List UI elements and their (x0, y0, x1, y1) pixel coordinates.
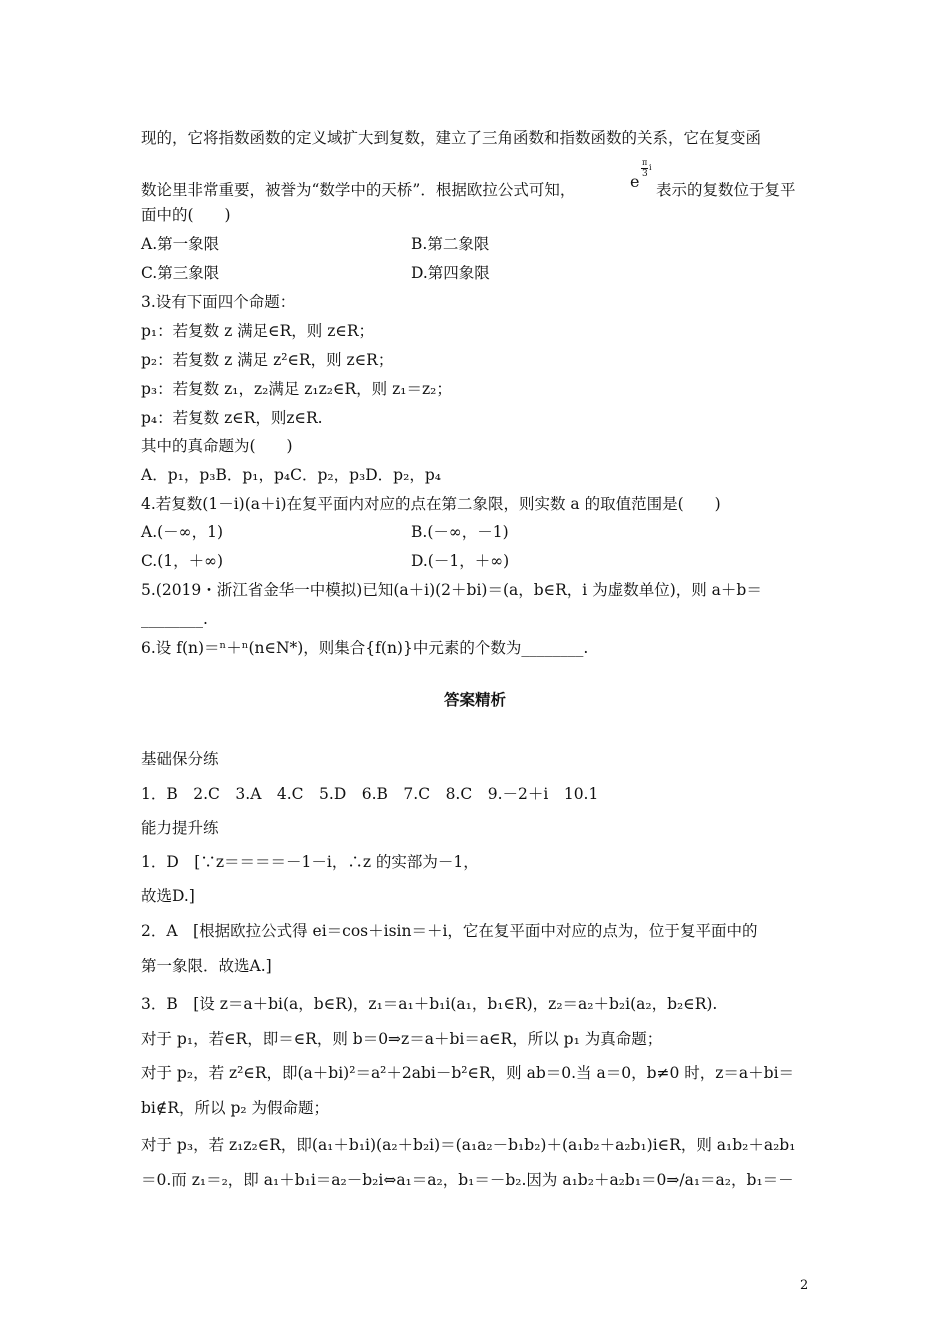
text-line: 表示的复数位于复平 (656, 181, 796, 199)
answer-line: 故选D.] (141, 887, 195, 905)
answer-line: 1．D [∵z＝＝＝＝－1－i，∴z 的实部为－1， (141, 853, 479, 871)
formula-base: e (630, 172, 640, 191)
answer-line: 对于 p₂，若 z²∈R，即(a＋bi)²＝a²＋2abi－b²∈R，则 ab＝0.当 a＝0，b≠0 时，z＝a＋bi＝ (141, 1064, 795, 1082)
answer-line: 第一象限．故选A.] (141, 957, 272, 975)
text-line: 其中的真命题为( ) (141, 437, 293, 455)
text-line: 面中的( ) (141, 206, 231, 224)
formula-numerator: π (642, 158, 648, 167)
answer-line: ＝0.而 z₁＝₂，即 a₁＋b₁i＝a₂－b₂i⇔a₁＝a₂，b₁＝－b₂.因为 a₁b₂＋a₂b₁＝0⇒/a₁＝a₂，b₁＝－ (141, 1171, 794, 1189)
formula-denominator: 3 (642, 169, 648, 179)
text-line: ________. (141, 610, 208, 628)
answer-line: 2．A [根据欧拉公式得 ei＝cos＋isin＝＋i，它在复平面中对应的点为，位于复平面中的 (141, 922, 758, 940)
proposition-p2: p₂：若复数 z 满足 z²∈R，则 z∈R； (141, 351, 394, 369)
answer-line: 对于 p₃，若 z₁z₂∈R，即(a₁＋b₁i)(a₂＋b₂i)＝(a₁a₂－b₁b₂)＋(a₁b₂＋a₂b₁)i∈R，则 a₁b₂＋a₂b₁ (141, 1136, 796, 1154)
option-a: A.第一象限 (141, 235, 220, 253)
page-number: 2 (800, 1278, 809, 1293)
question-3: 3.设有下面四个命题： (141, 293, 296, 311)
question-4: 4.若复数(1－i)(a＋i)在复平面内对应的点在第二象限，则实数 a 的取值范围是( ) (141, 495, 721, 513)
subsection-heading: 能力提升练 (141, 819, 219, 837)
question-6: 6.设 f(n)＝ⁿ＋ⁿ(n∈N*)，则集合{f(n)}中元素的个数为________. (141, 639, 589, 657)
subsection-heading: 基础保分练 (141, 750, 219, 768)
option-d: D.第四象限 (411, 264, 490, 282)
option-c: C.第三象限 (141, 264, 220, 282)
option-b: B.第二象限 (411, 235, 490, 253)
option-c: C.(1，＋∞) (141, 552, 224, 570)
answer-line: bi∉R，所以 p₂ 为假命题； (141, 1099, 330, 1117)
option-a: A.(－∞，1) (141, 523, 223, 541)
proposition-p1: p₁：若复数 z 满足∈R，则 z∈R； (141, 322, 375, 340)
proposition-p4: p₄：若复数 z∈R，则z∈R. (141, 409, 323, 427)
text-line: 数论里非常重要，被誉为“数学中的天桥”．根据欧拉公式可知， (141, 181, 576, 199)
option-d: D.(－1，＋∞) (411, 552, 510, 570)
proposition-p3: p₃：若复数 z₁，z₂满足 z₁z₂∈R，则 z₁＝z₂； (141, 380, 452, 398)
option-b: B.(－∞，－1) (411, 523, 509, 541)
answer-line: 1．B 2.C 3.A 4.C 5.D 6.B 7.C 8.C 9.－2＋i 10.1 (141, 785, 599, 803)
formula-imag-unit: i (649, 163, 652, 172)
options-line: A．p₁，p₃B．p₁，p₄C．p₂，p₃D．p₂，p₄ (141, 466, 441, 484)
answer-line: 3．B [设 z＝a＋bi(a，b∈R)，z₁＝a₁＋b₁i(a₁，b₁∈R)，z₂＝a₂＋b₂i(a₂，b₂∈R). (141, 995, 718, 1013)
question-5: 5.(2019・浙江省金华一中模拟)已知(a＋i)(2＋bi)＝(a，b∈R，i 为虚数单位)，则 a＋b＝ (141, 581, 762, 599)
text-line: 现的，它将指数函数的定义域扩大到复数，建立了三角函数和指数函数的关系，它在复变函 (141, 129, 762, 147)
answer-line: 对于 p₁，若∈R，即＝∈R，则 b＝0⇒z＝a＋bi＝a∈R，所以 p₁ 为真命题； (141, 1030, 663, 1048)
section-title: 答案精析 (443, 690, 506, 709)
euler-formula (630, 158, 654, 192)
